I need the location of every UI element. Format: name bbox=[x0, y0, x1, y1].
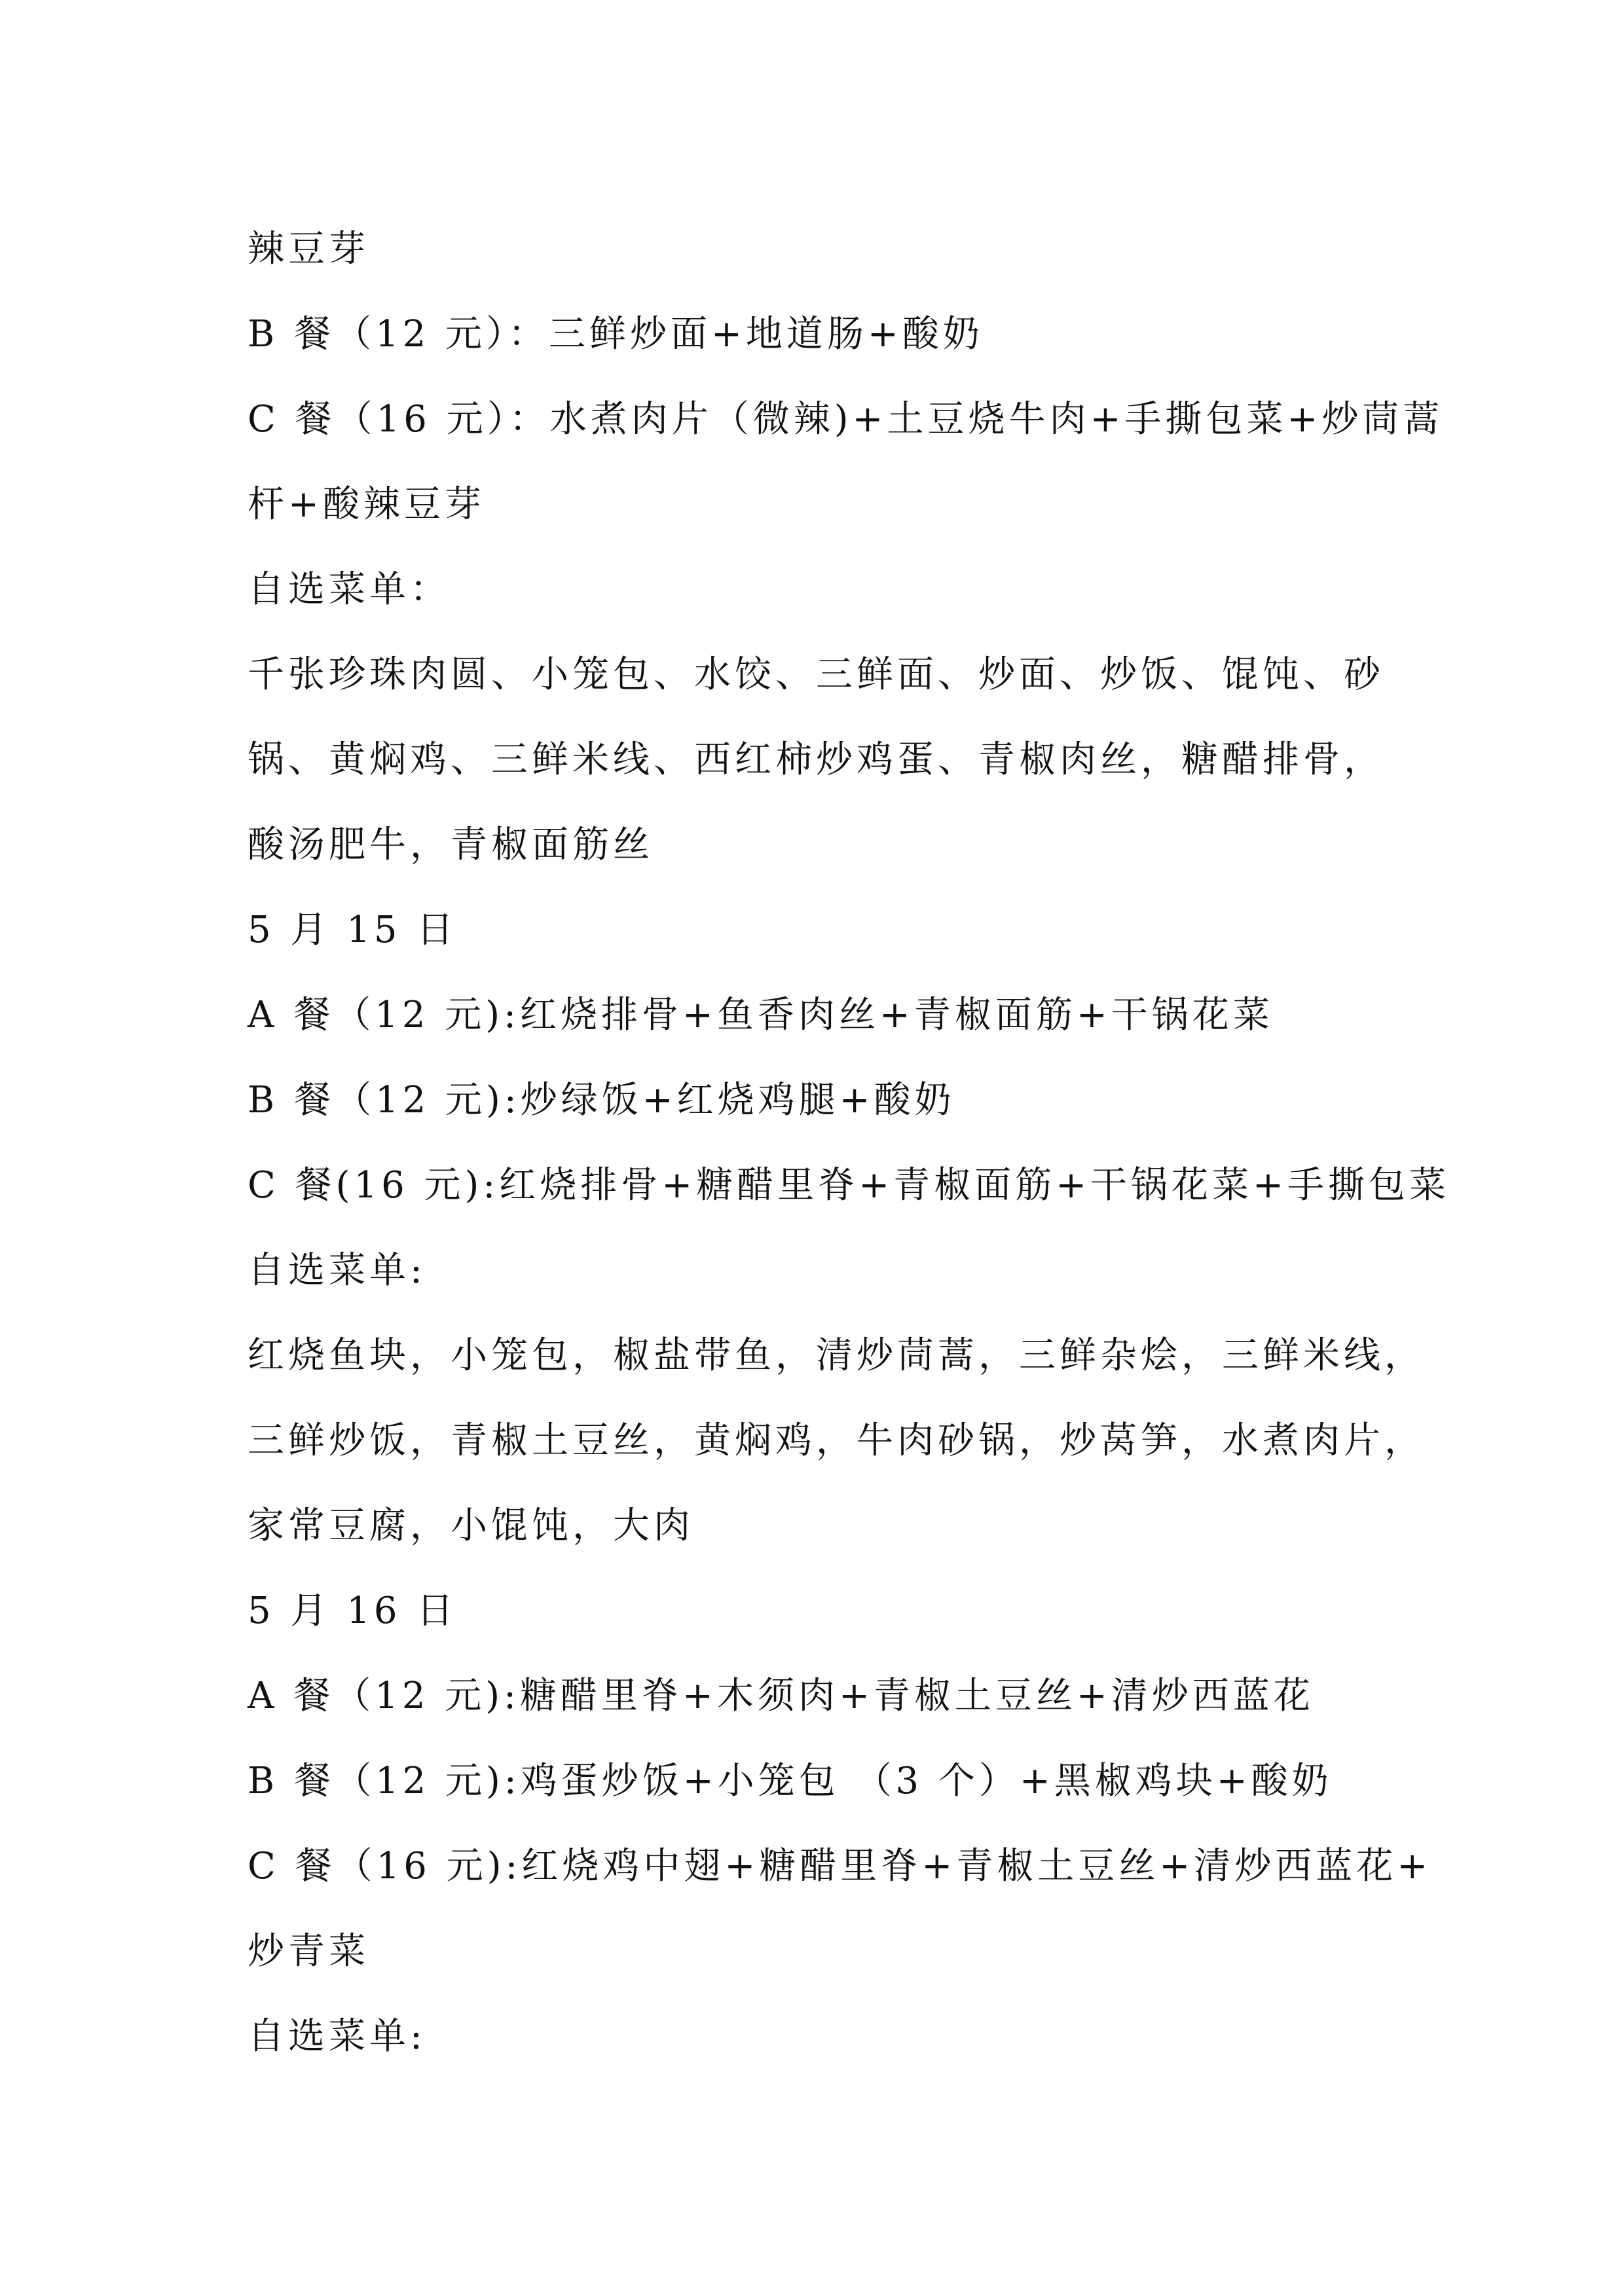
text-line: B 餐（12 元）：三鲜炒面+地道肠+酸奶 bbox=[248, 313, 984, 355]
text-line: C 餐（16 元):红烧鸡中翅+糖醋里脊+青椒土豆丝+清炒西蓝花+ bbox=[248, 1845, 1432, 1887]
date-heading: 5 月 15 日 bbox=[248, 909, 458, 951]
section-heading: 自选菜单： bbox=[248, 568, 451, 611]
date-heading: 5 月 16 日 bbox=[248, 1590, 458, 1632]
text-line: 杆+酸辣豆芽 bbox=[248, 483, 485, 526]
text-line: 三鲜炒饭，青椒土豆丝，黄焖鸡，牛肉砂锅，炒莴笋，水煮肉片， bbox=[248, 1419, 1425, 1462]
text-line: 家常豆腐，小馄饨，大肉 bbox=[248, 1504, 694, 1547]
text-line: 千张珍珠肉圆、小笼包、水饺、三鲜面、炒面、炒饭、馄饨、砂 bbox=[248, 653, 1384, 696]
text-line: 酸汤肥牛，青椒面筋丝 bbox=[248, 824, 654, 866]
text-line: B 餐（12 元):鸡蛋炒饭+小笼包 （3 个）+黑椒鸡块+酸奶 bbox=[248, 1760, 1333, 1802]
section-heading: 自选菜单: bbox=[248, 1249, 426, 1292]
text-line: C 餐(16 元):红烧排骨+糖醋里脊+青椒面筋+干锅花菜+手撕包菜 bbox=[248, 1164, 1450, 1207]
text-line: C 餐（16 元）：水煮肉片（微辣)+土豆烧牛肉+手撕包菜+炒茼蒿 bbox=[248, 398, 1444, 441]
text-line: A 餐（12 元):红烧排骨+鱼香肉丝+青椒面筋+干锅花菜 bbox=[248, 994, 1274, 1036]
text-line: A 餐（12 元):糖醋里脊+木须肉+青椒土豆丝+清炒西蓝花 bbox=[248, 1675, 1314, 1717]
section-heading: 自选菜单: bbox=[248, 2015, 426, 2058]
menu-text-body bbox=[248, 207, 1450, 2079]
text-line: 辣豆芽 bbox=[248, 228, 369, 270]
text-line: 锅、黄焖鸡、三鲜米线、西红柿炒鸡蛋、青椒肉丝，糖醋排骨， bbox=[248, 738, 1384, 781]
text-line: 红烧鱼块，小笼包，椒盐带鱼，清炒茼蒿，三鲜杂烩，三鲜米线， bbox=[248, 1334, 1425, 1377]
text-line: 炒青菜 bbox=[248, 1930, 369, 1973]
text-line: B 餐（12 元):炒绿饭+红烧鸡腿+酸奶 bbox=[248, 1079, 955, 1121]
